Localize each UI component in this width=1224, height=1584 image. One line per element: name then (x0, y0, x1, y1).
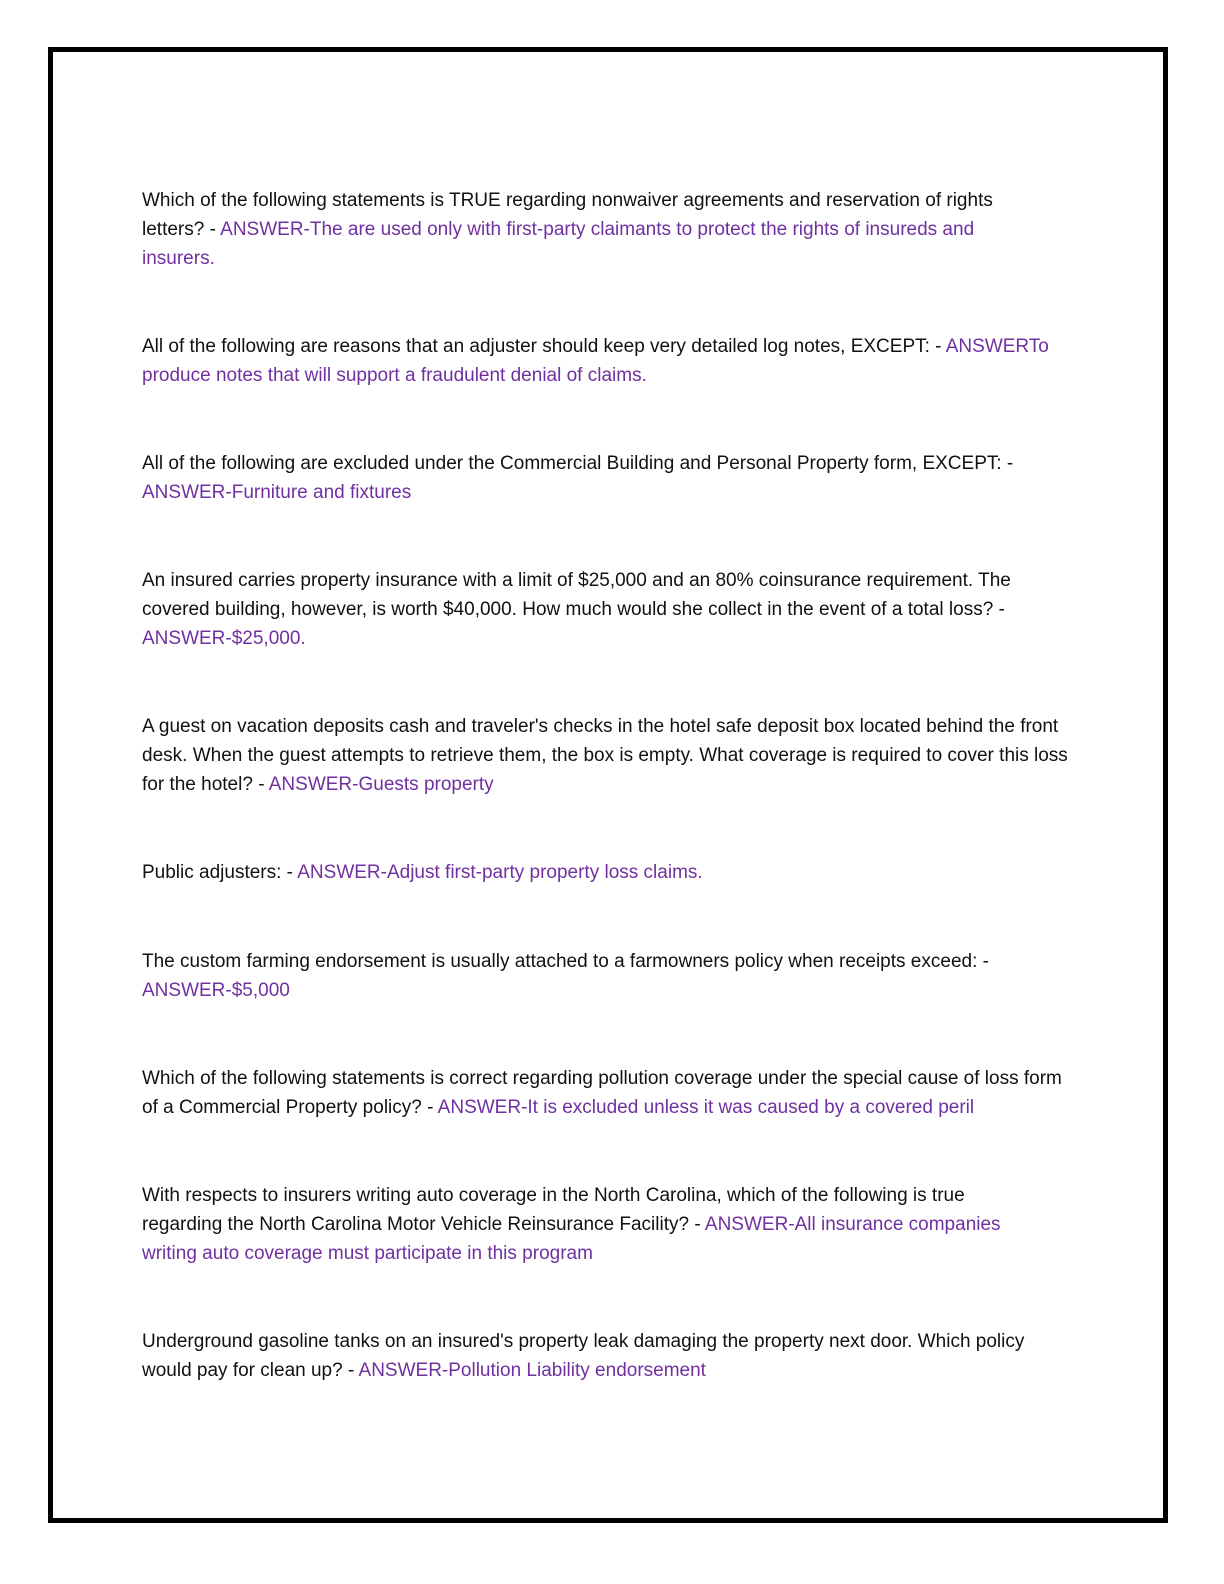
question-text: A guest on vacation deposits cash and traveler's checks in the hotel safe deposit box located behind the front desk. When the guest attempts to retrieve them, the box is empty. What coverage is required to cover this loss for the hotel? - (142, 716, 1068, 795)
question-text: All of the following are reasons that an adjuster should keep very detailed log notes, EXCEPT: - (142, 336, 946, 357)
answer-text: ANSWER-Adjust first-party property loss claims. (297, 862, 703, 883)
question-text: Underground gasoline tanks on an insured's property leak damaging the property next door. Which policy would pay for clean up? - (142, 1331, 1025, 1381)
answer-text: ANSWER-All insurance companies writing auto coverage must participate in this program (142, 1214, 1001, 1264)
qa-item-4 (142, 566, 1082, 653)
answer-text: ANSWER-$25,000. (142, 628, 306, 649)
question-text: An insured carries property insurance with a limit of $25,000 and an 80% coinsurance requirement. The covered building, however, is worth $40,000. How much would she collect in the event of a total loss? - (142, 570, 1011, 620)
question-text: With respects to insurers writing auto coverage in the North Carolina, which of the following is true regarding the North Carolina Motor Vehicle Reinsurance Facility? - (142, 1185, 965, 1235)
answer-text: ANSWER-Pollution Liability endorsement (358, 1360, 706, 1381)
question-text: The custom farming endorsement is usually attached to a farmowners policy when receipts exceed: - (142, 951, 989, 972)
question-text: All of the following are excluded under the Commercial Building and Personal Property form, EXCEPT: - (142, 453, 1014, 474)
question-text: Which of the following statements is correct regarding pollution coverage under the special cause of loss form of a Commercial Property policy? - (142, 1068, 1062, 1118)
qa-item-8 (142, 1064, 1082, 1122)
qa-item-9 (142, 1181, 1047, 1268)
answer-text: ANSWER-The are used only with first-party claimants to protect the rights of insureds and insurers. (142, 219, 975, 269)
answer-text: ANSWER-Guests property (268, 774, 494, 795)
qa-item-7 (142, 947, 1082, 1005)
answer-text: ANSWER-It is excluded unless it was caused by a covered peril (437, 1097, 975, 1118)
answer-text: ANSWER-Furniture and fixtures (142, 482, 412, 503)
qa-item-10 (142, 1327, 1047, 1385)
qa-item-6 (142, 858, 1082, 887)
qa-item-3 (142, 449, 1082, 507)
qa-item-2 (142, 332, 1082, 390)
qa-item-5 (142, 712, 1082, 799)
question-text: Which of the following statements is TRUE regarding nonwaiver agreements and reservation of rights letters? - (142, 190, 993, 240)
qa-item-1 (142, 186, 1047, 273)
answer-text: ANSWERTo produce notes that will support a fraudulent denial of claims. (142, 336, 1049, 386)
question-text: Public adjusters: - (142, 862, 298, 883)
answer-text: ANSWER-$5,000 (142, 980, 290, 1001)
